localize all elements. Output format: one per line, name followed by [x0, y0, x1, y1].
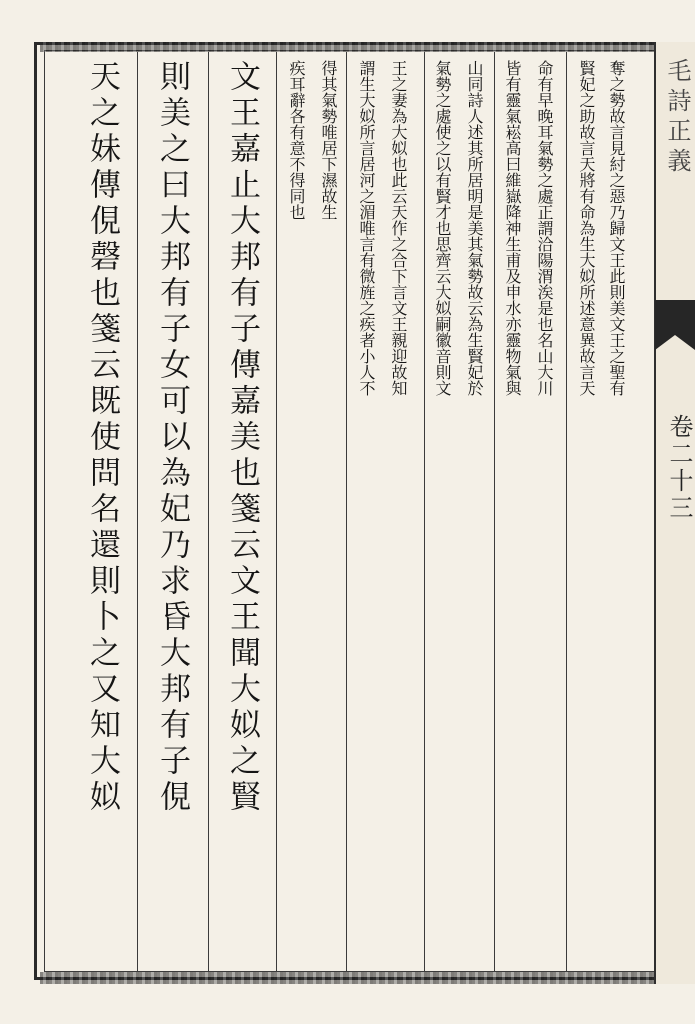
bottom-border-band [40, 972, 660, 984]
commentary-column-5-left: 疾耳辭各有意不得同也 [287, 60, 306, 220]
column-rule [346, 52, 347, 972]
top-border-band [40, 42, 660, 52]
main-text-column-7: 則美之曰大邦有子女可以為妃乃求昏大邦有子俔 [154, 60, 190, 816]
commentary-column-3-right: 山同詩人述其所居明是美其氣勢故云為生賢妃於 [465, 60, 484, 396]
commentary-column-1-left: 賢妃之助故言天將有命為生大姒所述意異故言天 [577, 60, 596, 396]
commentary-column-1-right: 奪之勢故言見紂之惡乃歸文王此則美文王之聖有 [607, 60, 626, 396]
margin-book-title: 毛詩正義 [663, 58, 691, 178]
main-text-column-6: 文王嘉止大邦有子傳嘉美也箋云文王聞大姒之賢 [224, 60, 260, 816]
column-rule [494, 52, 495, 972]
commentary-column-4-right: 王之妻為大姒也此云天作之合下言文王親迎故知 [389, 60, 408, 396]
commentary-column-5-right: 得其氣勢唯居下濕故生 [319, 60, 338, 220]
column-rule [208, 52, 209, 972]
margin-juan-number: 卷二十三 [665, 414, 693, 522]
commentary-column-2-right: 命有早晚耳氣勢之處正謂洽陽渭涘是也名山大川 [535, 60, 554, 396]
commentary-column-2-left: 皆有靈氣崧高曰維嶽降神生甫及申水亦靈物氣與 [503, 60, 522, 396]
column-rule [424, 52, 425, 972]
column-rule [137, 52, 138, 972]
commentary-column-3-left: 氣勢之處使之以有賢才也思齊云大姒嗣徽音則文 [433, 60, 452, 396]
column-rule [566, 52, 567, 972]
main-text-column-8: 天之妹傳俔磬也箋云既使問名還則卜之又知大姒 [84, 60, 120, 816]
column-rule [276, 52, 277, 972]
commentary-column-4-left: 謂生大姒所言居河之湄唯言有微旌之疾者小人不 [357, 60, 376, 396]
page-inner-border [44, 50, 656, 972]
